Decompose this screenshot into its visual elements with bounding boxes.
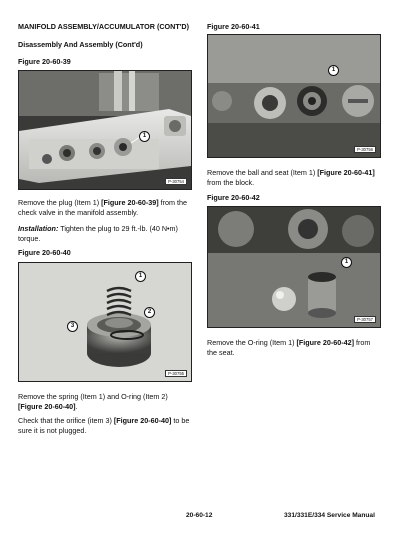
figure-39-label: Figure 20-60-39 [18, 57, 71, 66]
paragraph-remove-ball: Remove the ball and seat (Item 1) [Figure 20-60-41] from the block. [207, 168, 375, 187]
figure-41-label: Figure 20-60-41 [207, 22, 260, 31]
callout-3: 3 [67, 321, 78, 332]
figure-reference: [Figure 20-60-40] [113, 416, 172, 425]
figure-reference: [Figure 20-60-39] [101, 198, 159, 207]
photo-id-tag: P-30754 [165, 178, 187, 185]
figure-39-photo [18, 70, 192, 190]
callout-2: 2 [144, 307, 155, 318]
photo-id-tag: P-30755 [165, 370, 187, 377]
figure-41-photo [207, 34, 381, 158]
figure-40-label: Figure 20-60-40 [18, 248, 71, 257]
figure-40-photo [18, 262, 192, 382]
figure-reference: [Figure 20-60-42] [296, 338, 355, 347]
paragraph-remove-spring: Remove the spring (Item 1) and O-ring (Item 2) [Figure 20-60-40]. [18, 392, 168, 411]
paragraph-remove-plug: Remove the plug (Item 1) [Figure 20-60-39] from the check valve in the manifold assembly. [18, 198, 187, 217]
callout-1: 1 [341, 257, 352, 268]
paragraph-remove-oring: Remove the O-ring (Item 1) [Figure 20-60-42] from the seat. [207, 338, 371, 357]
section-title: MANIFOLD ASSEMBLY/ACCUMULATOR (CONT'D) [18, 22, 190, 31]
paragraph-installation: Installation: Tighten the plug to 29 ft.-lb. (40 N•m) torque. [18, 224, 178, 243]
photo-id-tag: P-30757 [354, 316, 376, 323]
figure-reference: [Figure 20-60-41] [317, 168, 375, 177]
figure-42-photo [207, 206, 381, 328]
paragraph-check-orifice: Check that the orifice (item 3) [Figure 20-60-40] to be sure it is not plugged. [18, 416, 190, 435]
installation-label: Installation: [18, 224, 59, 233]
figure-reference: [Figure 20-60-40] [18, 401, 76, 411]
section-subtitle: Disassembly And Assembly (Cont'd) [18, 40, 143, 49]
callout-1: 1 [139, 131, 150, 142]
page-number: 20-60-12 [186, 512, 213, 519]
callout-1: 1 [135, 271, 146, 282]
figure-42-label: Figure 20-60-42 [207, 193, 260, 202]
photo-id-tag: P-30756 [354, 146, 376, 153]
manual-title: 331/331E/334 Service Manual [284, 512, 375, 519]
callout-1: 1 [328, 65, 339, 76]
